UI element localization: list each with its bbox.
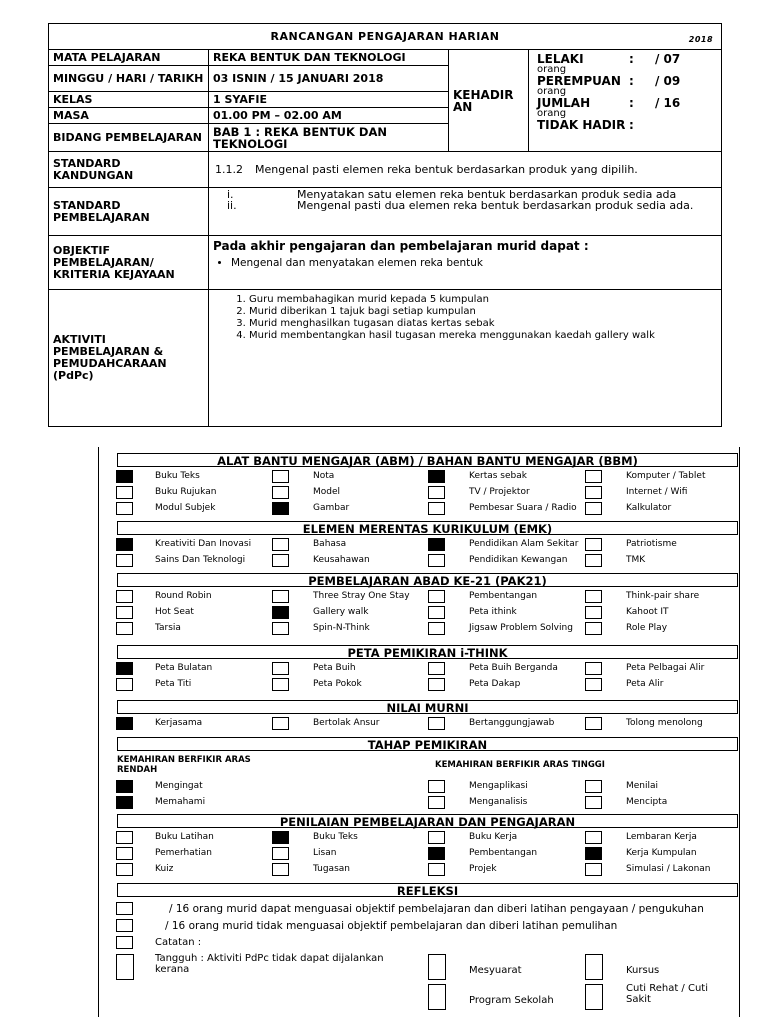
- checkbox[interactable]: [428, 662, 445, 675]
- checkbox[interactable]: [585, 954, 603, 980]
- checkbox[interactable]: [428, 486, 445, 499]
- info-value: BAB 1 : REKA BENTUK DAN TEKNOLOGI: [209, 124, 449, 152]
- checkbox[interactable]: [116, 863, 133, 876]
- checkbox[interactable]: [272, 538, 289, 551]
- standard-kandungan-cell: [209, 152, 722, 188]
- checkbox[interactable]: [585, 780, 602, 793]
- checkbox[interactable]: [585, 502, 602, 515]
- checkbox-label: Memahami: [155, 797, 206, 807]
- checkbox[interactable]: [116, 919, 133, 932]
- kehadiran-colon: :: [629, 118, 634, 132]
- checkbox[interactable]: [272, 606, 289, 619]
- checkbox[interactable]: [585, 470, 602, 483]
- checkbox[interactable]: [116, 662, 133, 675]
- aktiviti-item: 2. Murid diberikan 1 tajuk bagi setiap kumpulan: [249, 306, 717, 318]
- checkbox-label: Peta Buih Berganda: [469, 663, 558, 673]
- checkbox-label: Tarsia: [155, 623, 181, 633]
- checkbox[interactable]: [272, 678, 289, 691]
- checkbox-label: Komputer / Tablet: [626, 471, 706, 481]
- checkbox-label: Tolong menolong: [626, 718, 703, 728]
- checkbox[interactable]: [428, 538, 445, 551]
- kehadiran-row: [537, 119, 717, 131]
- checkbox[interactable]: [116, 538, 133, 551]
- checkbox[interactable]: [116, 590, 133, 603]
- section-header: NILAI MURNI: [117, 700, 738, 714]
- checkbox[interactable]: [116, 780, 133, 793]
- cuti-label: Cuti Rehat / Cuti Sakit: [626, 983, 708, 1005]
- checkbox-label: Buku Kerja: [469, 832, 518, 842]
- checkbox[interactable]: [428, 847, 445, 860]
- aktiviti-item: 3. Murid menghasilkan tugasan diatas kertas sebak: [249, 318, 717, 330]
- standard-kandungan-label: STANDARD KANDUNGAN: [49, 152, 209, 188]
- checkbox-label: Round Robin: [155, 591, 212, 601]
- checkbox[interactable]: [116, 954, 134, 980]
- checkbox[interactable]: [428, 470, 445, 483]
- checkbox[interactable]: [585, 622, 602, 635]
- checkbox[interactable]: [585, 590, 602, 603]
- checkbox-label: Gambar: [313, 503, 350, 513]
- objektif-heading: Pada akhir pengajaran dan pembelajaran murid dapat :: [213, 239, 589, 253]
- sk-number: 1.1.2: [215, 163, 243, 176]
- kehadiran-value: / 09: [655, 74, 681, 88]
- checkbox[interactable]: [428, 863, 445, 876]
- checkbox-label: Buku Teks: [313, 832, 358, 842]
- section-header: TAHAP PEMIKIRAN: [117, 737, 738, 751]
- checkbox-label: Internet / Wifi: [626, 487, 688, 497]
- checkbox-label: Pembentangan: [469, 848, 538, 858]
- lesson-plan-table: [48, 23, 722, 427]
- checkbox[interactable]: [116, 831, 133, 844]
- checkbox-label: Tugasan: [313, 864, 350, 874]
- section-header: ELEMEN MERENTAS KURIKULUM (EMK): [117, 521, 738, 535]
- checkbox[interactable]: [116, 606, 133, 619]
- catatan-label: Catatan :: [155, 937, 202, 948]
- info-label: BIDANG PEMBELAJARAN: [49, 124, 209, 152]
- sp-text: Mengenal pasti dua elemen reka bentuk berdasarkan produk sedia ada.: [297, 199, 694, 212]
- checkbox-label: Kerjasama: [155, 718, 203, 728]
- checkbox[interactable]: [272, 486, 289, 499]
- checkbox-label: Peta Alir: [626, 679, 664, 689]
- checkbox-label: Peta Buih: [313, 663, 356, 673]
- section-header: ALAT BANTU MENGAJAR (ABM) / BAHAN BANTU MENGAJAR (BBM): [117, 453, 738, 467]
- checkbox[interactable]: [272, 590, 289, 603]
- checkbox[interactable]: [428, 590, 445, 603]
- checkbox[interactable]: [272, 470, 289, 483]
- checkbox-label: Role Play: [626, 623, 668, 633]
- checkbox-label: Spin-N-Think: [313, 623, 370, 633]
- aktiviti-item: 1. Guru membahagikan murid kepada 5 kumpulan: [249, 294, 717, 306]
- checkbox[interactable]: [428, 678, 445, 691]
- section-header: PETA PEMIKIRAN i-THINK: [117, 645, 738, 659]
- checkbox[interactable]: [585, 538, 602, 551]
- kehadiran-key: TIDAK HADIR: [537, 118, 626, 132]
- refleksi-line-2: / 16 orang murid tidak menguasai objektif pembelajaran dan diberi latihan pemulihan: [165, 920, 618, 932]
- page-title: RANCANGAN PENGAJARAN HARIAN: [270, 30, 500, 43]
- checkbox-label: Three Stray One Stay: [313, 591, 410, 601]
- checkbox[interactable]: [272, 831, 289, 844]
- info-value: 1 SYAFIE: [209, 92, 449, 108]
- checkbox[interactable]: [428, 796, 445, 809]
- checkbox-label: Menilai: [626, 781, 659, 791]
- info-value: 03 ISNIN / 15 JANUARI 2018: [209, 66, 449, 92]
- checkbox[interactable]: [585, 863, 602, 876]
- checkbox[interactable]: [585, 606, 602, 619]
- checkbox-label: Menganalisis: [469, 797, 528, 807]
- checkbox[interactable]: [585, 678, 602, 691]
- checkbox[interactable]: [116, 936, 133, 949]
- checkbox-label: Simulasi / Lakonan: [626, 864, 711, 874]
- refleksi-header: REFLEKSI: [117, 883, 738, 897]
- kehadiran-colon: :: [629, 52, 634, 66]
- tangguh-label: Tangguh : Aktiviti PdPc tidak dapat dijalankan kerana: [155, 953, 384, 975]
- kehadiran-label: KEHADIR AN: [449, 50, 529, 152]
- checkbox[interactable]: [116, 622, 133, 635]
- checkbox-label: Bahasa: [313, 539, 347, 549]
- checkbox[interactable]: [116, 678, 133, 691]
- year-label: 2018: [688, 35, 714, 44]
- checkbox-label: Peta Bulatan: [155, 663, 213, 673]
- checkbox-label: Lisan: [313, 848, 337, 858]
- checkbox-label: Kalkulator: [626, 503, 672, 513]
- kehadiran-unit: orang: [537, 108, 567, 119]
- checkbox-label: Bertanggungjawab: [469, 718, 555, 728]
- checkbox[interactable]: [585, 831, 602, 844]
- kehadiran-unit: orang: [537, 64, 567, 75]
- checkbox-label: TMK: [626, 555, 646, 565]
- aktiviti-item: 4. Murid membentangkan hasil tugasan mereka menggunakan kaedah gallery walk: [249, 330, 717, 342]
- checkbox-label: Peta Dakap: [469, 679, 521, 689]
- checkbox-label: Sains Dan Teknologi: [155, 555, 246, 565]
- checkbox-label: Lembaran Kerja: [626, 832, 697, 842]
- title-cell: [49, 24, 722, 50]
- checkbox[interactable]: [585, 847, 602, 860]
- program-sekolah-label: Program Sekolah: [469, 995, 554, 1006]
- checkbox[interactable]: [585, 554, 602, 567]
- checkbox-label: Pendidikan Alam Sekitar: [469, 539, 579, 549]
- checkbox-label: Projek: [469, 864, 497, 874]
- checkbox-label: Bertolak Ansur: [313, 718, 380, 728]
- checkbox-label: Buku Teks: [155, 471, 200, 481]
- section-header: PENILAIAN PEMBELAJARAN DAN PENGAJARAN: [117, 814, 738, 828]
- checkbox[interactable]: [272, 863, 289, 876]
- checkbox[interactable]: [272, 717, 289, 730]
- checkbox-label: TV / Projektor: [469, 487, 530, 497]
- objektif-label: OBJEKTIF PEMBELAJARAN/ KRITERIA KEJAYAAN: [49, 236, 209, 290]
- checkbox[interactable]: [585, 984, 603, 1010]
- objektif-cell: [209, 236, 722, 290]
- refleksi-line-1: / 16 orang murid dapat menguasai objektif pembelajaran dan diberi latihan pengayaan / pengukuhan: [169, 903, 704, 915]
- checkbox[interactable]: [272, 502, 289, 515]
- checkbox[interactable]: [428, 831, 445, 844]
- checkbox[interactable]: [116, 502, 133, 515]
- checkbox-label: Pembesar Suara / Radio: [469, 503, 577, 513]
- checkbox-label: Mengingat: [155, 781, 203, 791]
- checkbox[interactable]: [116, 486, 133, 499]
- checkbox[interactable]: [116, 717, 133, 730]
- checkbox-label: Hot Seat: [155, 607, 194, 617]
- checkbox[interactable]: [272, 847, 289, 860]
- info-value: REKA BENTUK DAN TEKNOLOGI: [209, 50, 449, 66]
- checkbox[interactable]: [428, 502, 445, 515]
- checkbox[interactable]: [116, 902, 133, 915]
- kehadiran-unit: orang: [537, 86, 567, 97]
- checkbox-label: Kuiz: [155, 864, 174, 874]
- kehadiran-value: / 16: [655, 96, 681, 110]
- checkbox-label: Mencipta: [626, 797, 668, 807]
- checklist-panel: [98, 447, 740, 1017]
- standard-pembelajaran-cell: [209, 188, 722, 236]
- checkbox-label: Kerja Kumpulan: [626, 848, 697, 858]
- checkbox-label: Kahoot IT: [626, 607, 669, 617]
- checkbox-label: Kertas sebak: [469, 471, 527, 481]
- sub-heading-right: KEMAHIRAN BERFIKIR ARAS TINGGI: [435, 760, 605, 770]
- checkbox[interactable]: [428, 954, 446, 980]
- checkbox-label: Model: [313, 487, 341, 497]
- checkbox-label: Peta Pelbagai Alir: [626, 663, 705, 673]
- checkbox[interactable]: [585, 717, 602, 730]
- checkbox[interactable]: [116, 554, 133, 567]
- checkbox-label: Peta Pokok: [313, 679, 362, 689]
- checkbox[interactable]: [428, 780, 445, 793]
- checkbox-label: Modul Subjek: [155, 503, 216, 513]
- checkbox-label: Buku Latihan: [155, 832, 214, 842]
- checkbox-label: Keusahawan: [313, 555, 370, 565]
- standard-pembelajaran-label: STANDARD PEMBELAJARAN: [49, 188, 209, 236]
- checkbox[interactable]: [585, 662, 602, 675]
- objektif-list: [213, 257, 717, 269]
- sk-text: Mengenal pasti elemen reka bentuk berdasarkan produk yang dipilih.: [255, 163, 638, 176]
- checkbox[interactable]: [585, 796, 602, 809]
- mesyuarat-label: Mesyuarat: [469, 965, 522, 976]
- checkbox-label: Nota: [313, 471, 335, 481]
- aktiviti-cell: [209, 290, 722, 427]
- checkbox[interactable]: [116, 470, 133, 483]
- checkbox-label: Gallery walk: [313, 607, 369, 617]
- checkbox[interactable]: [272, 662, 289, 675]
- checkbox-label: Patriotisme: [626, 539, 677, 549]
- sp-text: Menyatakan satu elemen reka bentuk berdasarkan produk sedia ada: [297, 188, 677, 201]
- checkbox[interactable]: [428, 984, 446, 1010]
- checkbox-label: Pendidikan Kewangan: [469, 555, 568, 565]
- checkbox[interactable]: [428, 622, 445, 635]
- checkbox-label: Think-pair share: [626, 591, 700, 601]
- info-label: KELAS: [49, 92, 209, 108]
- info-label: MATA PELAJARAN: [49, 50, 209, 66]
- checkbox[interactable]: [428, 606, 445, 619]
- kursus-label: Kursus: [626, 965, 660, 976]
- kehadiran-colon: :: [629, 74, 634, 88]
- sp-number: i.: [227, 188, 234, 201]
- kehadiran-colon: :: [629, 96, 634, 110]
- checkbox-label: Kreativiti Dan Inovasi: [155, 539, 252, 549]
- aktiviti-label: AKTIVITI PEMBELAJARAN & PEMUDAHCARAAN (PdPc): [49, 290, 209, 427]
- checkbox[interactable]: [272, 554, 289, 567]
- info-label: MINGGU / HARI / TARIKH: [49, 66, 209, 92]
- kehadiran-key: JUMLAH: [537, 96, 591, 110]
- kehadiran-value: / 07: [655, 52, 681, 66]
- checkbox[interactable]: [585, 486, 602, 499]
- info-value: 01.00 PM – 02.00 AM: [209, 108, 449, 124]
- sp-number: ii.: [227, 199, 237, 212]
- checkbox-label: Mengaplikasi: [469, 781, 528, 791]
- checkbox[interactable]: [116, 796, 133, 809]
- aktiviti-list: [213, 294, 717, 342]
- checkbox-label: Pembentangan: [469, 591, 538, 601]
- checkbox-label: Peta Titi: [155, 679, 192, 689]
- checkbox-label: Pemerhatian: [155, 848, 212, 858]
- info-label: MASA: [49, 108, 209, 124]
- checkbox-label: Jigsaw Problem Solving: [469, 623, 573, 633]
- checkbox[interactable]: [428, 554, 445, 567]
- checkbox-label: Buku Rujukan: [155, 487, 217, 497]
- kehadiran-key: LELAKI: [537, 52, 584, 66]
- sub-heading-left: KEMAHIRAN BERFIKIR ARAS RENDAH: [117, 755, 251, 775]
- checkbox[interactable]: [428, 717, 445, 730]
- section-header: PEMBELAJARAN ABAD KE-21 (PAK21): [117, 573, 738, 587]
- kehadiran-key: PEREMPUAN: [537, 74, 621, 88]
- checkbox-label: Peta ithink: [469, 607, 517, 617]
- checkbox[interactable]: [116, 847, 133, 860]
- checkbox[interactable]: [272, 622, 289, 635]
- kehadiran-cell: [529, 50, 722, 152]
- objektif-item: • Mengenal dan menyatakan elemen reka bentuk: [231, 257, 717, 269]
